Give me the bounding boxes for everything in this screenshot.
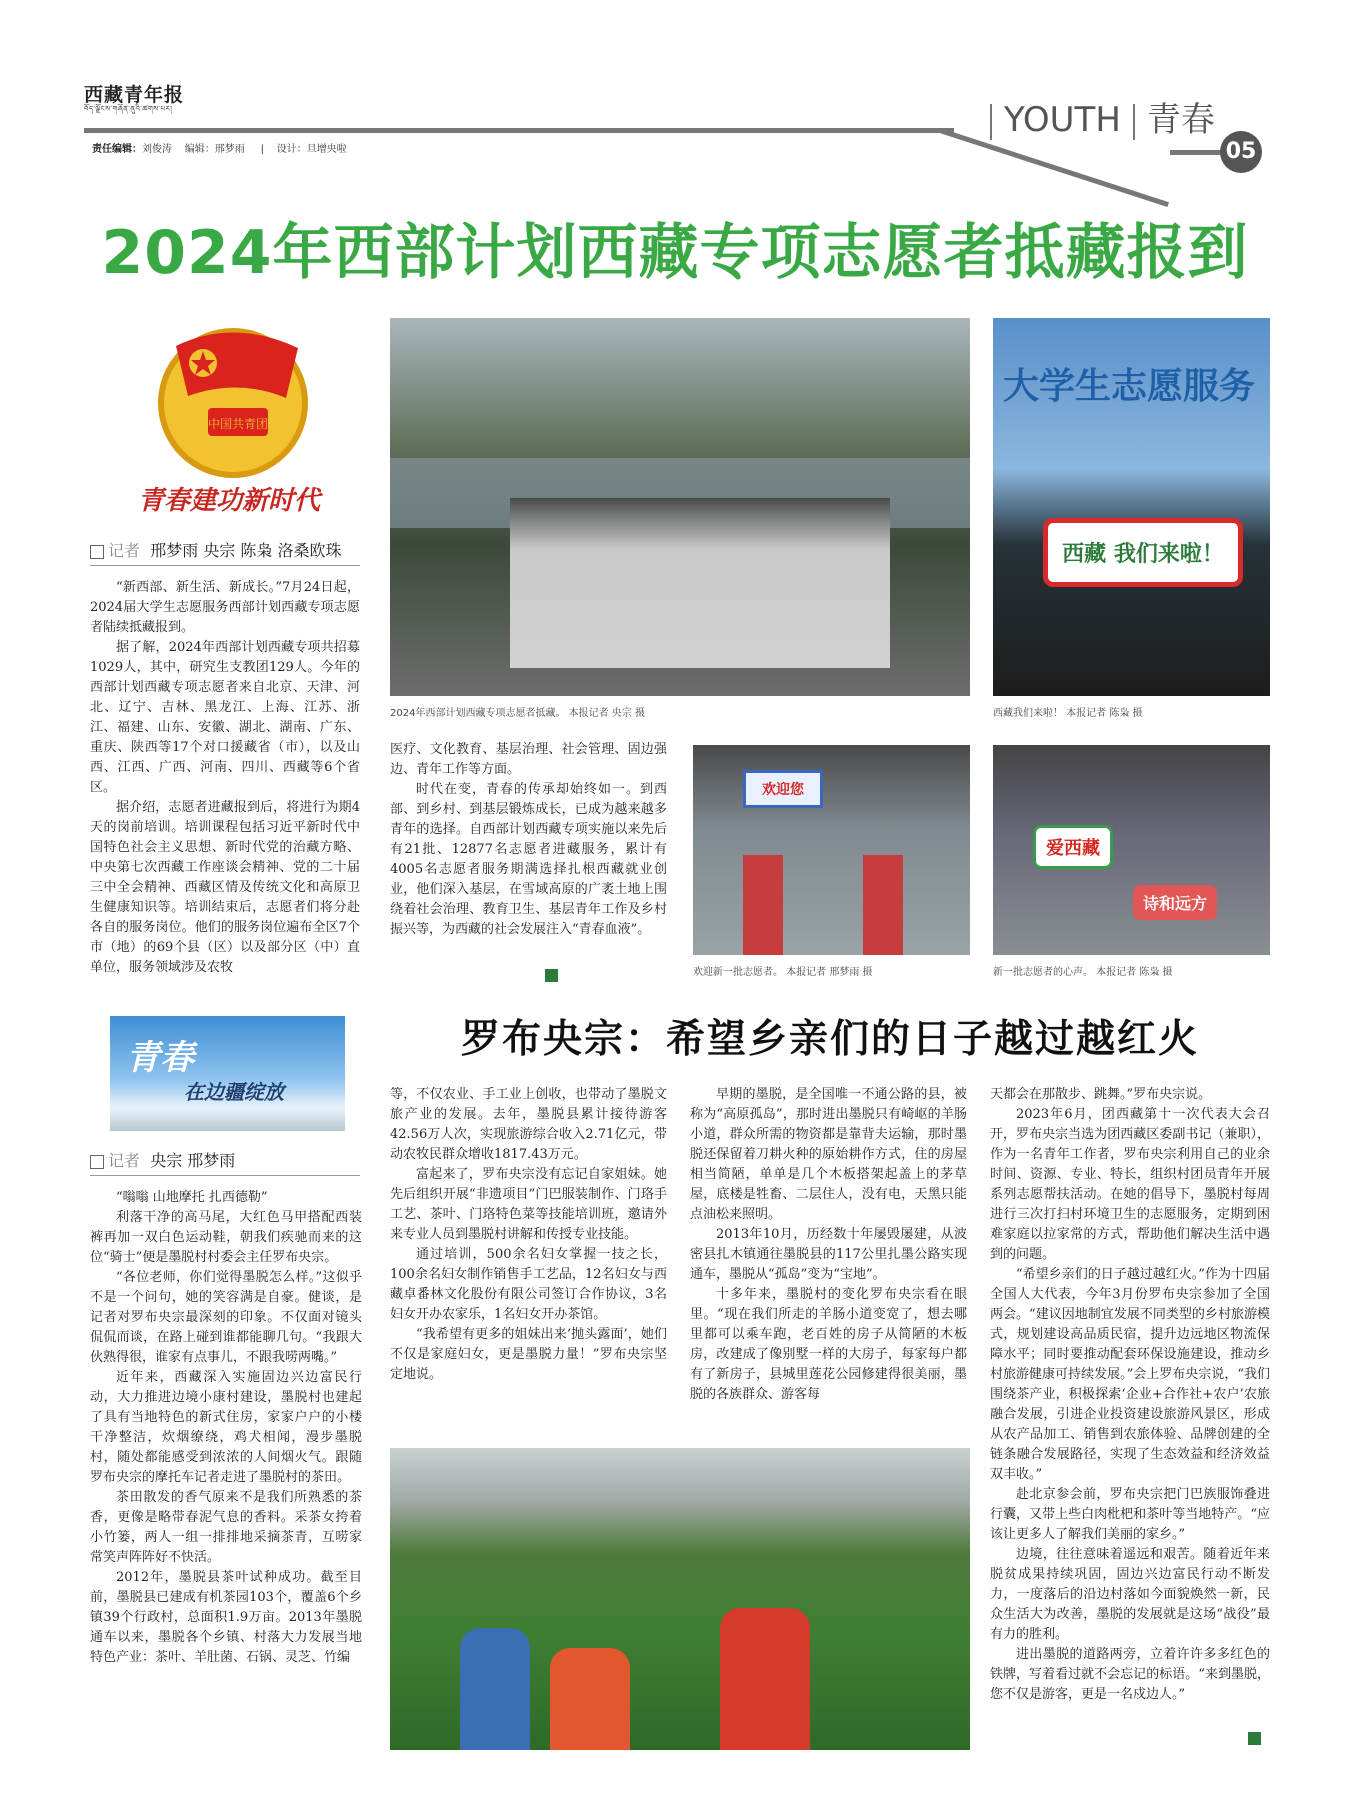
photo-volunteers-group	[390, 318, 970, 696]
page-credits: 责任编辑：刘俊涛 编辑：邢梦雨 | 设计：旦增央啦	[92, 144, 347, 155]
end-mark-icon	[545, 965, 558, 984]
photo-welcome	[693, 745, 970, 955]
story2-column-3: 早期的墨脱，是全国唯一不通公路的县，被称为“高原孤岛”，那时进出墨脱只有崎岖的羊肠小道，群众所需的物资都是靠背夫运输，那时墨脱还保留着刀耕火种的原始耕作方式，住的房屋相当简陋，单单是几个木板搭架起盖上的茅草屋，底楼是牲畜、二层住人，没有电，天黑只能点油松来照明。 2013年10月，历经数十年屡毁屡建，从波密县扎木镇通往墨脱县的117公里扎墨公路实现通车，墨脱从“孤岛”变为“宝地”。 十多年来，墨脱村的变化罗布央宗看在眼里。“现在我们所走的羊肠小道变宽了，想去哪里都可以乘车跑，老百姓的房子从简陋的木板房，改建成了像别墅一样的大房子，每家每户都有了新房子，县城里莲花公园修建得很美丽，墨脱的各族群众、游客每	[690, 1087, 967, 1402]
pen-icon	[90, 545, 104, 559]
youth-banner: 青春 在边疆绽放	[110, 1016, 345, 1131]
divider	[90, 1175, 360, 1176]
sign-text-left: 爱西藏	[1033, 825, 1113, 869]
page-headline: 2024年西部计划西藏专项志愿者抵藏报到	[101, 218, 1249, 288]
banner-text: 大学生志愿服务	[1003, 366, 1256, 407]
photo-volunteer-sign	[993, 318, 1270, 696]
caption-right-photo: 西藏我们来啦！ 本报记者 陈枭 摄	[993, 708, 1143, 719]
story1-reporters: 记者 邢梦雨 央宗 陈枭 洛桑欧珠	[90, 538, 341, 561]
caption-voices-photo: 新一批志愿者的心声。 本报记者 陈枭 摄	[993, 967, 1173, 978]
end-mark-icon	[1248, 1728, 1261, 1747]
pen-icon	[90, 1155, 104, 1169]
story2-headline: 罗布央宗：希望乡亲们的日子越过越红火	[460, 1017, 1199, 1062]
story2-column-2: 等，不仅农业、手工业上创收，也带动了墨脱文旅产业的发展。去年，墨脱县累计接待游客42.56万人次，实现旅游综合收入2.71亿元，带动农牧民群众增收1817.43万元。 富起来了，罗布央宗没有忘记自家姐妹。她先后组织开展“非遗项目”门巴服装制作、门珞手工艺、茶叶、门珞特色菜等技能培训班，邀请外来专业人员到墨脱村讲解和传授专业技能。 通过培训，500余名妇女掌握一技之长，100余名妇女制作销售手工艺品，12名妇女与西藏卓番林文化股份有限公司签订合作协议，3名妇女开办农家乐，1名妇女开办茶馆。 “我希望有更多的姐妹出来‘抛头露面’，她们不仅是家庭妇女，更是墨脱力量！”罗布央宗坚定地说。	[390, 1087, 667, 1382]
masthead-tibetan: བོད་ལྗོངས་གཞོན་ནུའི་ཚགས་པར།	[84, 105, 173, 113]
divider	[90, 565, 360, 566]
page-number: 05	[1220, 131, 1262, 173]
sign-text: 西藏 我们来啦！	[1043, 518, 1243, 587]
story2-column-4: 天都会在那散步、跳舞。”罗布央宗说。 2023年6月，团西藏第十一次代表大会召开，罗布央宗当选为团西藏区委副书记（兼职），作为一名青年工作者，罗布央宗利用自己的业余时间、资源、专业、特长，组织村团员青年开展系列志愿帮扶活动。在她的倡导下，墨脱村每周进行三次打扫村环境卫生的志愿服务，定期到困难家庭以拉家常的方式，帮助他们解决生活中遇到的问题。 “希望乡亲们的日子越过越红火。”作为十四届全国人大代表，今年3月份罗布央宗参加了全国两会。“建议因地制宜发展不同类型的乡村旅游模式，规划建设高品质民宿，提升边远地区物流保障水平；同时要推动配套环保设施建设，推动乡村旅游健康可持续发展。”会上罗布央宗说，“我们围绕茶产业，积极探索‘企业+合作社+农户’农旅融合发展，引进企业投资建设旅游风景区，形成从农产品加工、销售到农旅体验、品牌创建的全链条融合发展路径，实现了生态效益和经济效益双丰收。” 赴北京参会前，罗布央宗把门巴族服饰叠进行囊，又带上些白肉枇杷和茶叶等当地特产。“应该让更多人了解我们美丽的家乡。” 边境，往往意味着遥远和艰苦。随着近年来脱贫成果持续巩固，固边兴边富民行动不断发力，一度落后的沿边村落如今面貌焕然一新，民众生活大为改善，墨脱的发展就是这场“战役”最有力的胜利。 进出墨脱的道路两旁，立着许许多多红色的铁牌，写着看过就不会忘记的标语。“来到墨脱，您不仅是游客，更是一名戍边人。”	[990, 1087, 1270, 1702]
story2-column-1: “嗡嗡 山地摩托 扎西德勒” 利落干净的高马尾，大红色马甲搭配西装裤再加一双白色运动鞋，朝我们疾驰而来的这位“骑士”便是墨脱村村委会主任罗布央宗。 “各位老师，你们觉得墨脱怎么样。”这似乎不是一个问句，她的笑容满是自豪。健谈，是记者对罗布央宗最深刻的印象。不仅面对镜头侃侃而谈，在路上碰到谁都能聊几句。“我跟大伙熟得很，谁家有点事儿，不跟我唠两嘴。” 近年来，西藏深入实施固边兴边富民行动，大力推进边境小康村建设，墨脱村也建起了具有当地特色的新式住房，家家户户的小楼干净整洁，炊烟缭绕，鸡犬相闻，漫步墨脱村，随处都能感受到浓浓的人间烟火气。跟随罗布央宗的摩托车记者走进了墨脱村的茶田。 茶田散发的香气原来不是我们所熟悉的茶香，更像是略带春泥气息的香料。采茶女挎着小竹篓，两人一组一排排地采摘茶青，互唠家常笑声阵阵好不快活。 2012年，墨脱县茶叶试种成功。截至目前，墨脱县已建成有机茶园103个，覆盖6个乡镇39个行政村，总面积1.9万亩。2013年墨脱通车以来，墨脱各个乡镇、村落大力发展当地特色产业：茶叶、羊肚菌、石锅、灵芝、竹编	[90, 1190, 362, 1665]
logo-motto: 青春建功新时代	[138, 486, 321, 516]
story1-column-2: 医疗、文化教育、基层治理、社会管理、固边强边、青年工作等方面。 时代在变，青春的传承却始终如一。到西部、到乡村、到基层锻炼成长，已成为越来越多青年的选择。自西部计划西藏专项实施以来先后有21批、12877名志愿者进藏服务，累计有4005名志愿者服务期满选择扎根西藏就业创业，他们深入基层，在雪域高原的广袤土地上围绕着社会治理、教育卫生、基层青年工作及乡村振兴等，为西藏的社会发展注入“青春血液”。	[390, 742, 667, 937]
section-label: YOUTH 青春	[978, 92, 1215, 141]
story2-reporters: 记者 央宗 邢梦雨	[90, 1148, 235, 1171]
welcome-sign: 欢迎您	[743, 770, 823, 808]
header-rule	[84, 128, 954, 133]
svg-text:中国共青团: 中国共青团	[207, 417, 269, 431]
caption-main-photo: 2024年西部计划西藏专项志愿者抵藏。 本报记者 央宗 摄	[390, 708, 645, 719]
photo-tea-garden	[390, 1448, 970, 1750]
masthead-name: 西藏青年报	[84, 84, 185, 106]
story1-column-1: “新西部、新生活、新成长。”7月24日起，2024届大学生志愿服务西部计划西藏专项志愿者陆续抵藏报到。 据了解，2024年西部计划西藏专项共招募1029人，其中，研究生支教团129人。今年的西部计划西藏专项志愿者来自北京、天津、河北、辽宁、吉林、黑龙江、上海、江苏、浙江、福建、山东、安徽、湖北、湖南、广东、重庆、陕西等17个对口援藏省（市），以及山西、江西、广西、河南、四川、西藏等6个省区。 据介绍，志愿者进藏报到后，将进行为期4天的岗前培训。培训课程包括习近平新时代中国特色社会主义思想、新时代党的治藏方略、中央第七次西藏工作座谈会精神、党的二十届三中全会精神、西藏区情及传统文化和高原卫生健康知识等。培训结束后，志愿者们将分赴各自的服务岗位。他们的服务岗位遍布全区7个市（地）的69个县（区）以及部分区（中）直单位，服务领域涉及农牧	[90, 580, 360, 975]
caption-welcome-photo: 欢迎新一批志愿者。 本报记者 邢梦雨 摄	[693, 967, 873, 978]
youth-league-logo	[148, 318, 318, 488]
sign-text-right: 诗和远方	[1133, 885, 1217, 920]
photo-volunteer-voices	[993, 745, 1270, 955]
